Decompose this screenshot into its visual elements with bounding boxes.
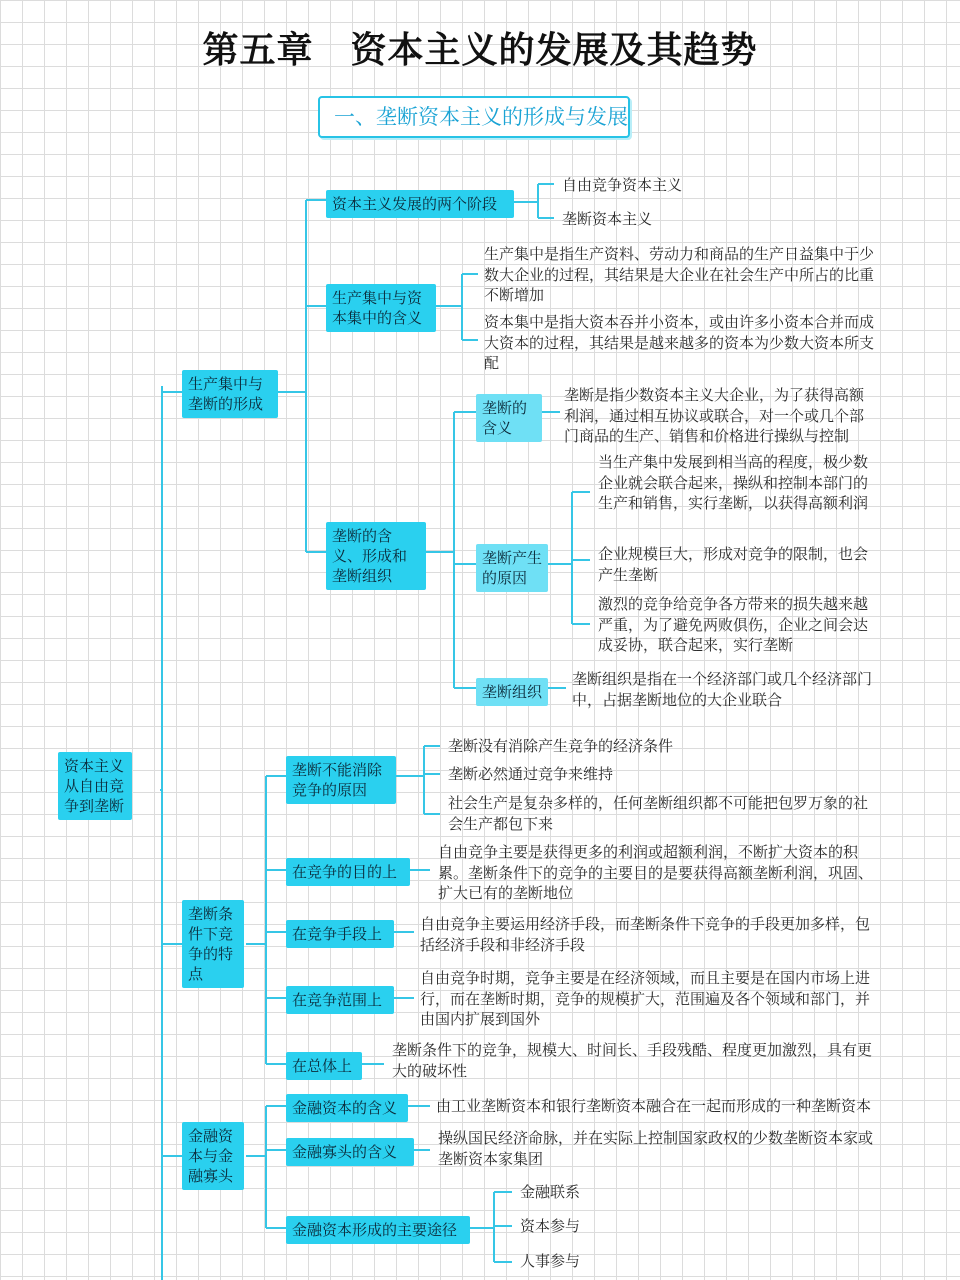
purpose-text: 自由竞争主要是获得更多的利润或超额利润，不断扩大资本的积累。垄断条件下的竞争的主要目的是要获得高额垄断利润，巩固、扩大已有的垄断地位 [438, 843, 874, 902]
way-item: 金融联系 [520, 1183, 581, 1201]
overall-text: 垄断条件下的竞争，规模大、时间长、手段残酷、程度更加激烈，具有更大的破坏性 [392, 1041, 873, 1080]
means-node: 在竞争手段上 [286, 920, 394, 948]
monopoly-node: 垄断的含义、形成和垄断组织 [326, 522, 426, 590]
b3-node: 金融资本与金融寡头 [182, 1122, 244, 1190]
scope-node: 在竞争范围上 [286, 986, 394, 1014]
way-item: 人事参与 [520, 1252, 581, 1270]
scope-text: 自由竞争时期，竞争主要是在经济领域，而且主要是在国内市场上进行，而在垄断时期，竞争的规模扩大，范围遍及各个领域和部门，并由国内扩展到国外 [420, 969, 871, 1028]
reason-item: 社会生产是复杂多样的，任何垄断组织都不可能把包罗万象的社会生产都包下来 [448, 794, 869, 833]
cause-item: 企业规模巨大，形成对竞争的限制，也会产生垄断 [598, 545, 869, 584]
oligarchy-text: 操纵国民经济命脉，并在实际上控制国家政权的少数垄断资本家或垄断资本家集团 [438, 1129, 874, 1168]
cause-item: 激烈的竞争给竞争各方带来的损失越来越严重，为了避免两败俱伤，企业之间会达成妥协，联合起来，实行垄断 [598, 595, 869, 654]
reason-item: 垄断必然通过竞争来维持 [448, 765, 614, 783]
concentration-item: 资本集中是指大资本吞并小资本，或由许多小资本合并而成大资本的过程，其结果是越来越多的资本为少数大资本所支配 [484, 313, 875, 372]
concentration-node: 生产集中与资本集中的含义 [326, 284, 436, 332]
fin-capital-node: 金融资本的含义 [286, 1094, 408, 1122]
page-title: 第五章 资本主义的发展及其趋势 [202, 29, 758, 71]
monopoly-causes-node: 垄断产生的原因 [476, 544, 548, 592]
reason-item: 垄断没有消除产生竞争的经济条件 [448, 737, 674, 755]
means-text: 自由竞争主要运用经济手段，而垄断条件下竞争的手段更加多样，包括经济手段和非经济手段 [420, 915, 871, 954]
monopoly-org-node: 垄断组织 [476, 678, 548, 706]
purpose-node: 在竞争的目的上 [286, 858, 410, 886]
monopoly-meaning-text: 垄断是指少数资本主义大企业，为了获得高额利润，通过相互协议或联合，对一个或几个部门商品的生产、销售和价格进行操纵与控制 [564, 386, 865, 445]
root-node: 资本主义从自由竞争到垄断 [58, 752, 132, 820]
fin-capital-text: 由工业垄断资本和银行垄断资本融合在一起而形成的一种垄断资本 [436, 1097, 872, 1115]
stage-item: 垄断资本主义 [562, 210, 653, 228]
stage-item: 自由竞争资本主义 [562, 176, 683, 194]
b2-node: 垄断条件下竞争的特点 [182, 900, 244, 988]
stages-node: 资本主义发展的两个阶段 [326, 190, 514, 218]
ways-node: 金融资本形成的主要途径 [286, 1216, 470, 1244]
monopoly-org-text: 垄断组织是指在一个经济部门或几个经济部门中，占据垄断地位的大企业联合 [572, 670, 873, 709]
b1-node: 生产集中与垄断的形成 [182, 370, 278, 418]
overall-node: 在总体上 [286, 1052, 362, 1080]
way-item: 资本参与 [520, 1217, 581, 1235]
cause-item: 当生产集中发展到相当高的程度，极少数企业就会联合起来，操纵和控制本部门的生产和销售，实行垄断，以获得高额利润 [598, 453, 869, 512]
oligarchy-node: 金融寡头的含义 [286, 1138, 414, 1166]
reasons-node: 垄断不能消除竞争的原因 [286, 756, 396, 804]
section-heading: 一、垄断资本主义的形成与发展 [318, 96, 630, 138]
concentration-item: 生产集中是指生产资料、劳动力和商品的生产日益集中于少数大企业的过程，其结果是大企业在社会生产中所占的比重不断增加 [484, 245, 875, 304]
monopoly-meaning-node: 垄断的含义 [476, 394, 542, 442]
